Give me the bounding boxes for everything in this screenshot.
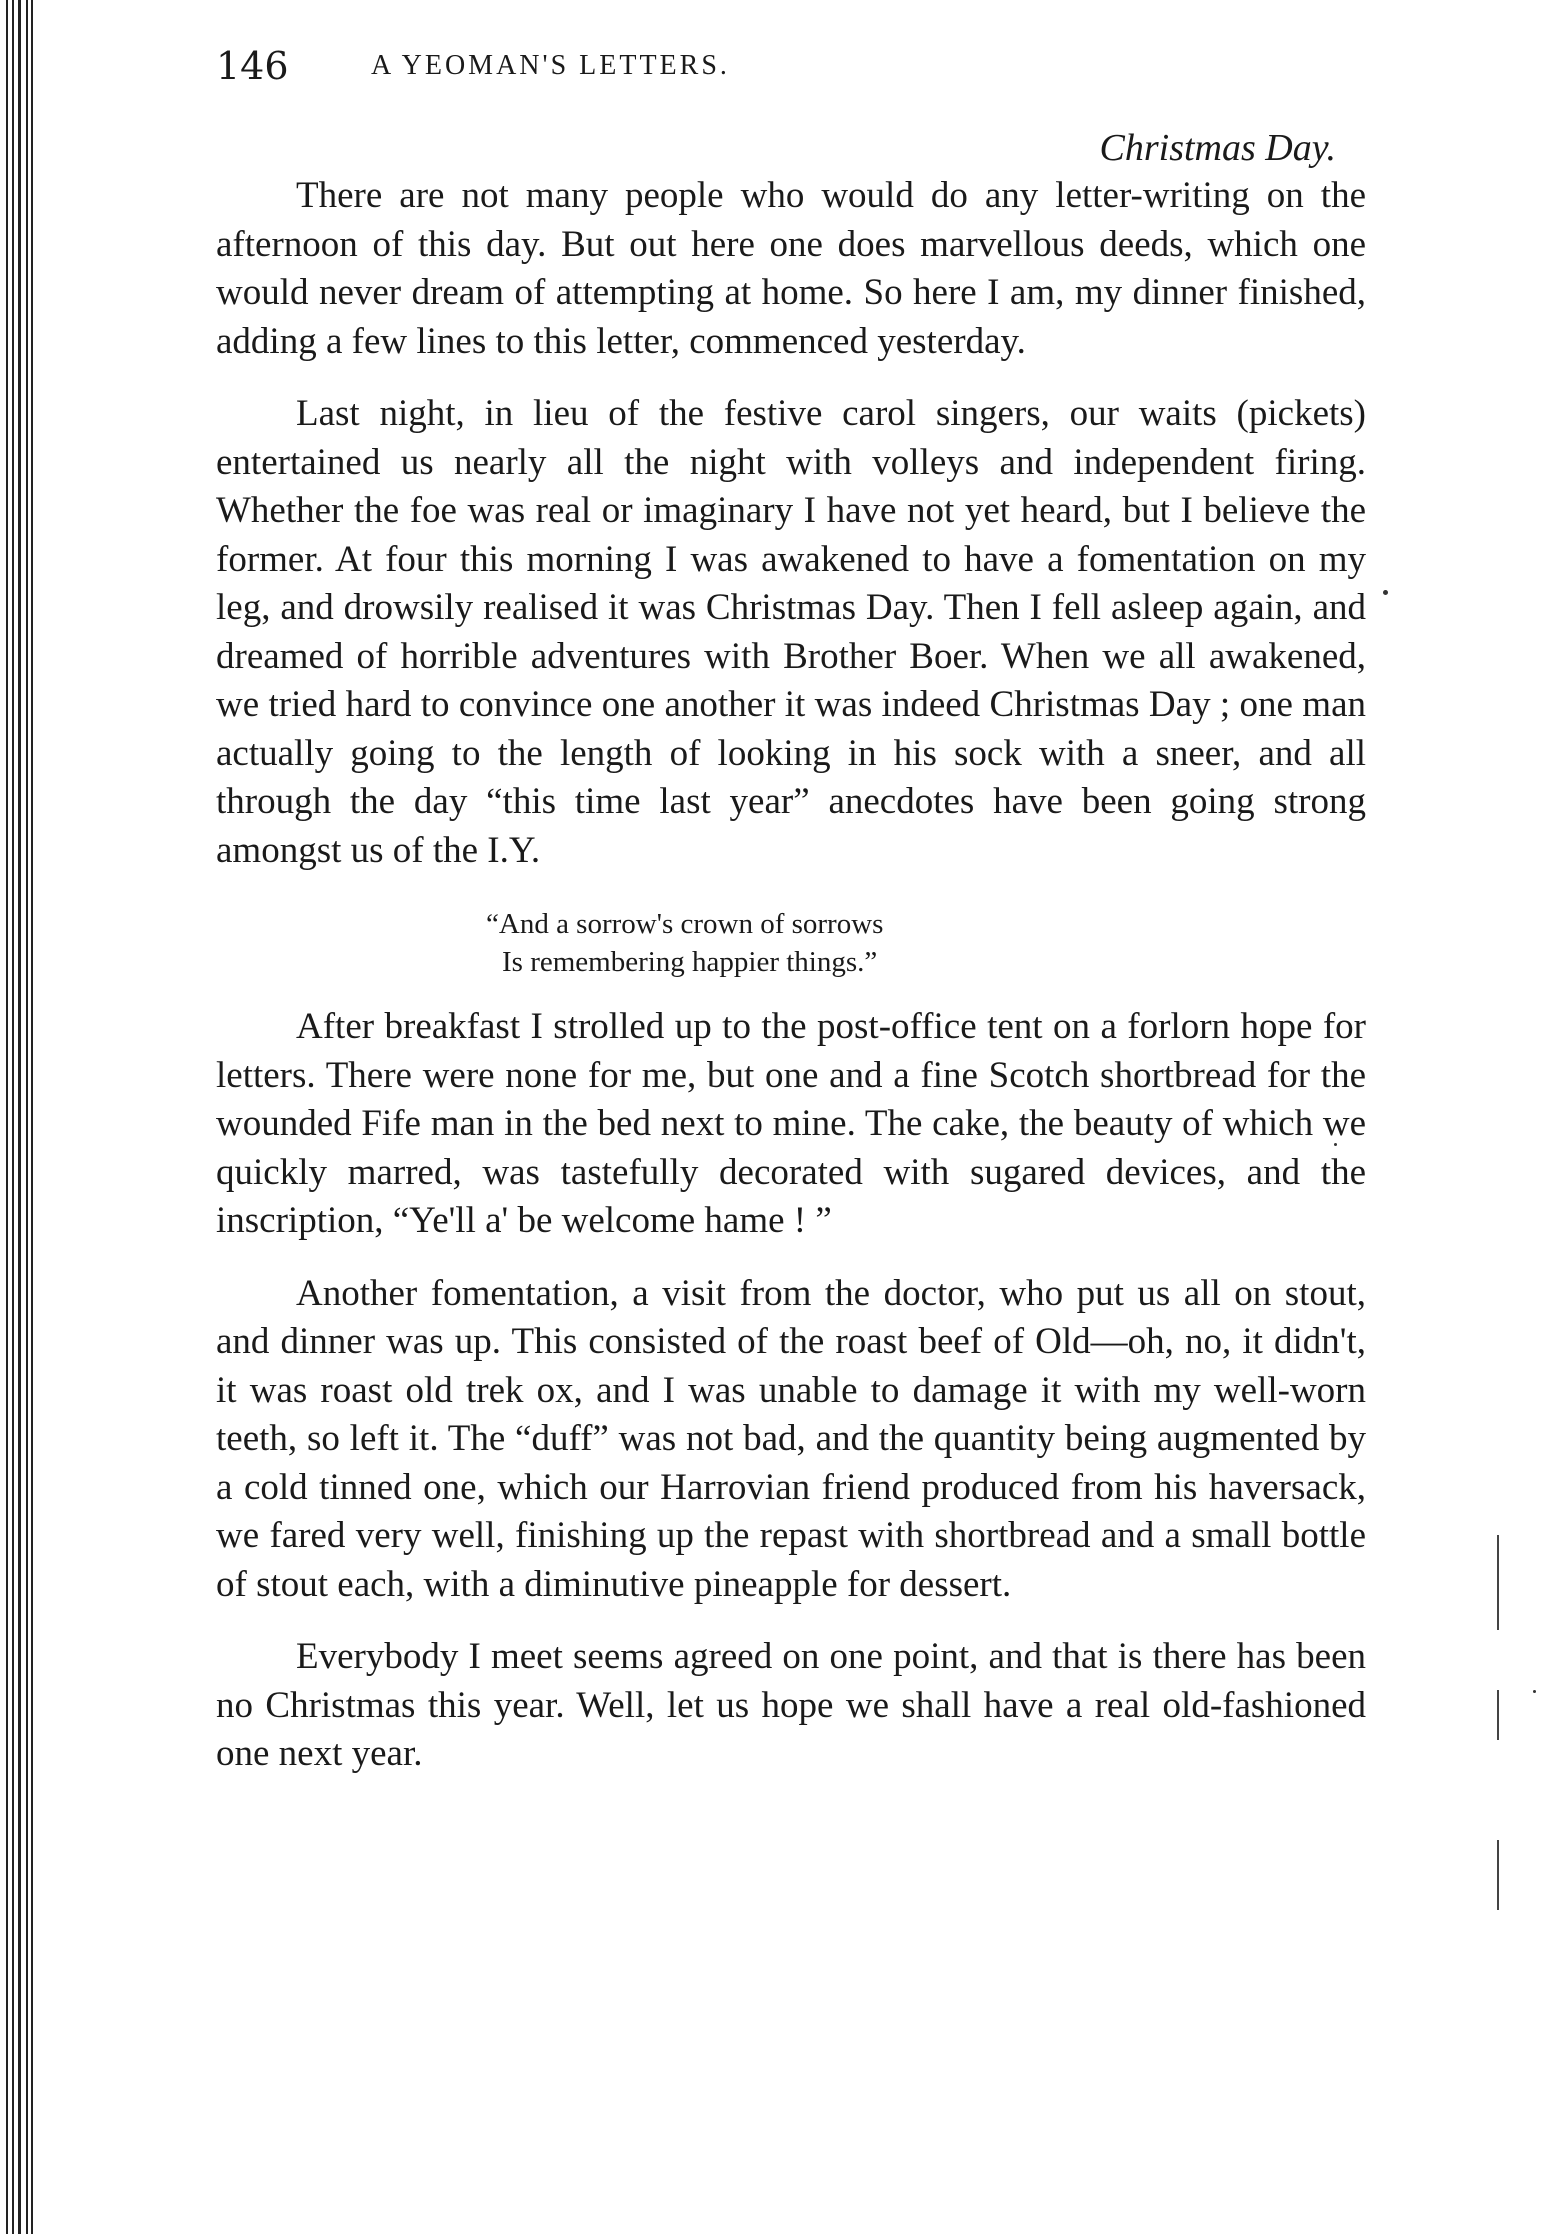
page-number: 146 (216, 44, 289, 88)
ink-speck (1533, 1690, 1536, 1693)
paragraph-text: Another fomentation, a visit from the doctor, who put us all on stout, and dinner was up. This consisted of the roast beef of Old—oh, no, it didn't, it was roast old trek ox, and I was unable to damage it with my well-worn teeth, so left it. The “duff” was not bad, and the quantity being augmented by a cold tinned one, which our Harrovian friend produced from his haversack, we fared very well, finishing up the repast with shortbread and a small bottle of stout each, with a diminutive pineapple for dessert. (216, 1272, 1366, 1605)
paragraph-text: After breakfast I strolled up to the post-office tent on a forlorn hope for letters. There were none for me, but one and a fine Scotch shortbread for the wounded Fife man in the bed next to mine. The cake, the beauty of which we quickly marred, was tastefully decorated with sugared devices, and the inscription, “Ye'll a' be welcome hame ! ” (216, 1006, 1366, 1241)
verse-line-2: Is remembering happier things.” (502, 946, 878, 978)
paragraph-5 (216, 1633, 1366, 1779)
margin-mark (1497, 1535, 1499, 1630)
running-title: A YEOMAN'S LETTERS. (371, 50, 730, 81)
paragraph-1 (216, 172, 1366, 366)
margin-mark (1497, 1690, 1499, 1740)
paragraph-text: Everybody I meet seems agreed on one point, and that is there has been no Christmas this year. Well, let us hope we shall have a real old-fashioned one next year. (216, 1636, 1366, 1774)
paragraph-text: Last night, in lieu of the festive carol singers, our waits (pickets) entertained us nearly all the night with volleys and independent firing. Whether the foe was real or imaginary I have not yet heard, but I believe the former. At four this morning I was awakened to have a fomentation on my leg, and drowsily realised it was Christmas Day. Then I fell asleep again, and dreamed of horrible adventures with Brother Boer. When we all awakened, we tried hard to convince one another it was indeed Christmas Day ; one man actually going to the length of looking in his sock with a sneer, and all through the day “this time last year” anecdotes have been going strong amongst us of the I.Y. (216, 393, 1366, 871)
margin-mark (1497, 1840, 1499, 1910)
ink-speck (1383, 590, 1388, 595)
verse-quotation (486, 905, 1366, 981)
book-page (216, 40, 1366, 1779)
paragraph-2 (216, 390, 1366, 875)
letter-dateline: Christmas Day. (1099, 127, 1336, 169)
running-head (216, 40, 1366, 96)
paragraph-4 (216, 1270, 1366, 1610)
verse-line-1: “And a sorrow's crown of sorrows (486, 908, 884, 940)
binding-edge (0, 0, 40, 2234)
paragraph-text: There are not many people who would do any letter-writing on the afternoon of this day. But out here one does marvellous deeds, which one would never dream of attempting at home. So here I am, my dinner finished, adding a few lines to this letter, commenced yesterday. (216, 175, 1366, 362)
paragraph-3 (216, 1003, 1366, 1246)
